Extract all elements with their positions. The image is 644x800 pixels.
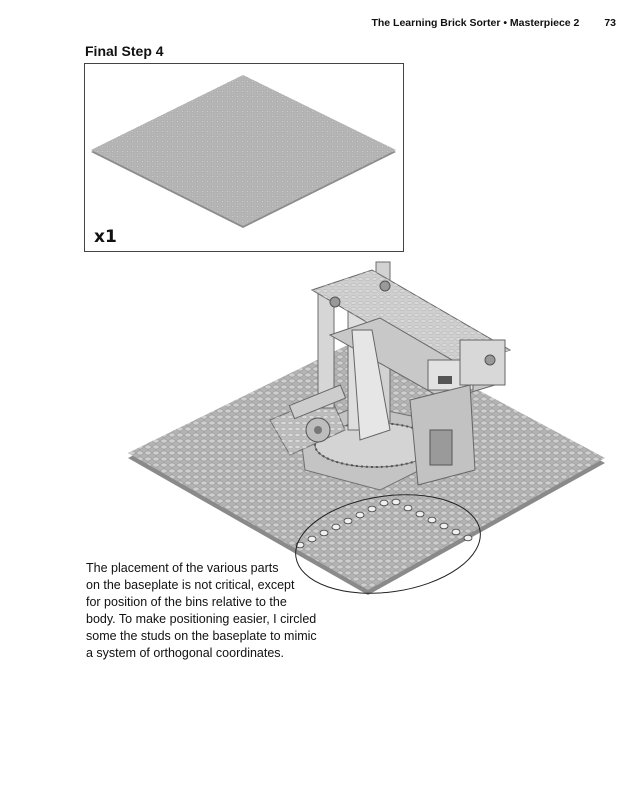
sensor-block xyxy=(460,340,505,385)
step-title: Final Step 4 xyxy=(85,43,164,59)
caption-line: on the baseplate is not critical, except xyxy=(86,578,295,592)
running-title: The Learning Brick Sorter • Masterpiece 2 xyxy=(371,17,580,29)
caption-line: for position of the bins relative to the xyxy=(86,595,287,609)
caption-line: a system of orthogonal coordinates. xyxy=(86,646,285,660)
caption-line: The placement of the various parts xyxy=(86,561,279,575)
caption xyxy=(86,560,336,662)
caption-line: body. To make positioning easier, I circled xyxy=(86,612,317,626)
caption-line: some the studs on the baseplate to mimic xyxy=(86,629,317,643)
page-number: 73 xyxy=(604,17,616,29)
part-quantity: x1 xyxy=(94,227,117,247)
